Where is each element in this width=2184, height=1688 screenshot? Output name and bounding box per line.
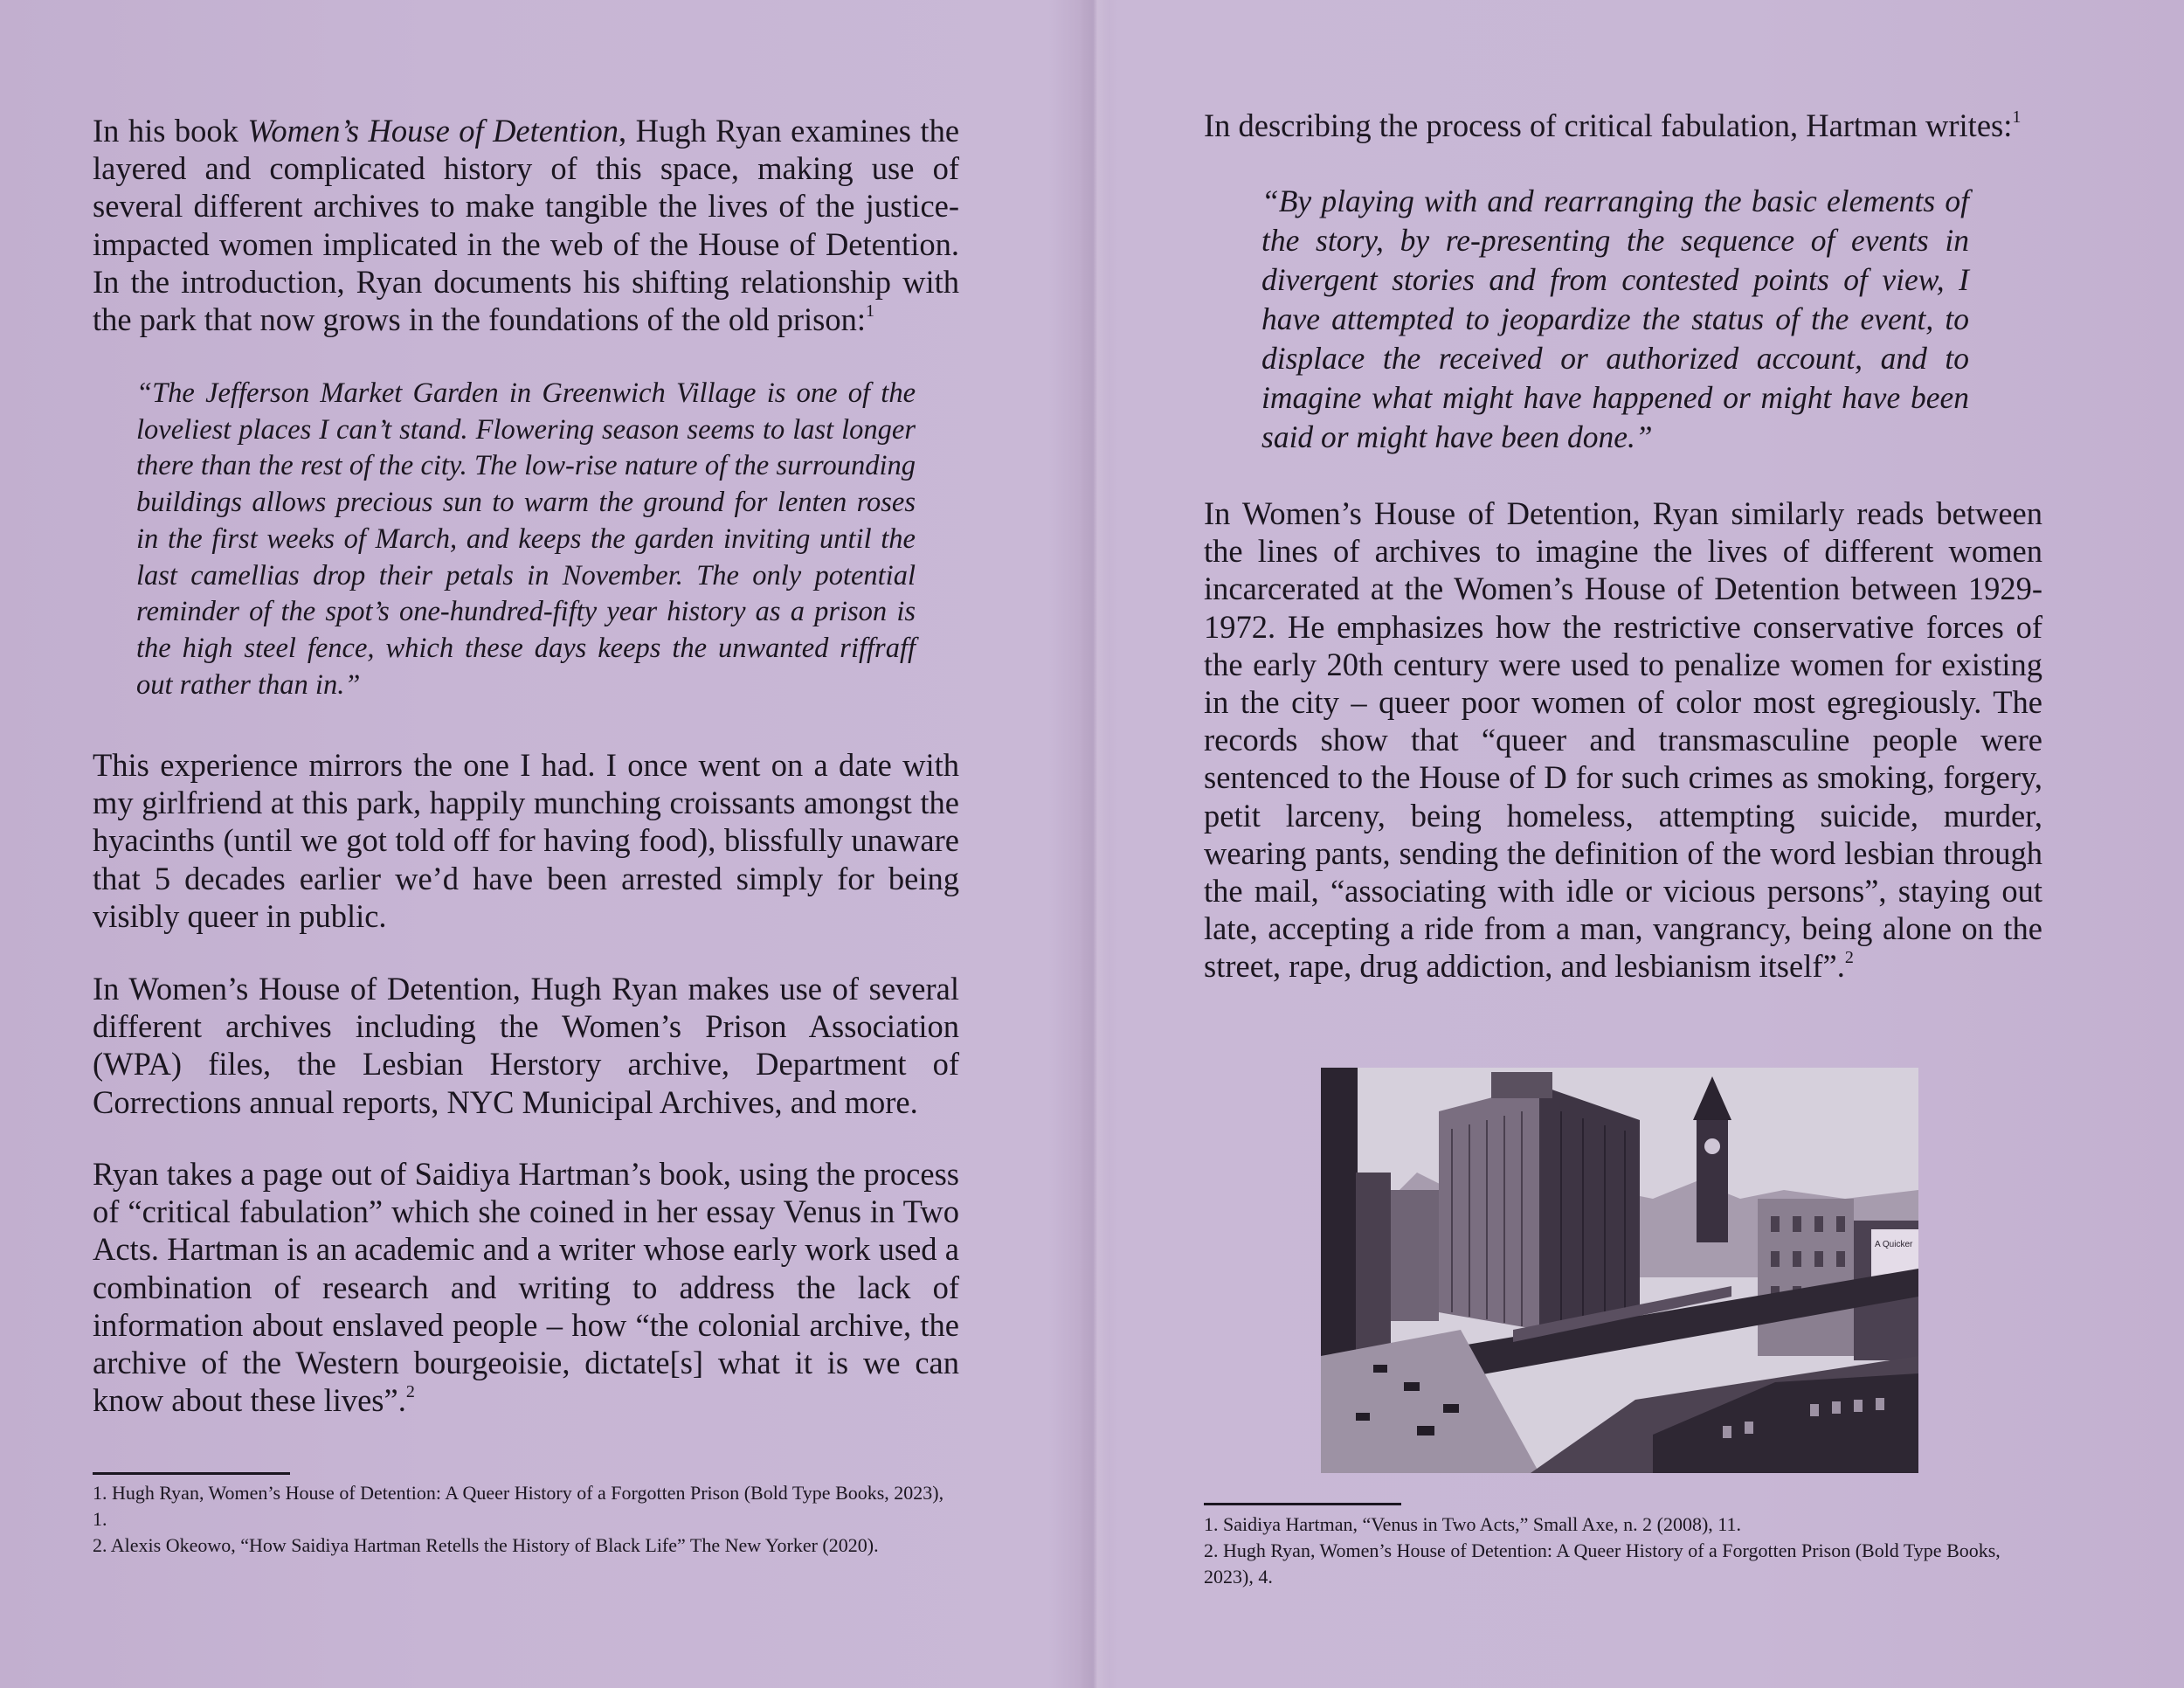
tower-clock xyxy=(1704,1138,1720,1154)
paragraph-4-text: Ryan takes a page out of Saidiya Hartman’s book, using the process of “critical fabulation” which she coined in her essay Venus in Two Acts. Hartman is an academic and a writer whose early work used a combination of research and writing to address the lack of information about enslaved people – how “the colonial archive, the archive of the Western bourgeoisie, dictate[s] what it is we can know about these lives”. xyxy=(93,1156,959,1419)
footnote-ref-2[interactable]: 2 xyxy=(405,1382,415,1402)
billboard-text: A Quicker xyxy=(1875,1240,1913,1249)
footnote-divider xyxy=(93,1472,290,1475)
left-paragraph-4 xyxy=(93,1155,959,1419)
right-paragraph-2 xyxy=(1204,495,2042,986)
street-photo-illustration xyxy=(1321,1068,1918,1473)
left-building xyxy=(1321,1068,1358,1400)
left-page xyxy=(93,0,959,1688)
historical-street-photo xyxy=(1321,1068,1918,1473)
right-footnotes xyxy=(1204,1512,2028,1590)
intro-text-rest: , Hugh Ryan examines the layered and complicated history of this space, making use of several different archives to make tangible the lives of the justice-impacted women implicated in the web of the House of Detention. In the introduction, Ryan documents his shifting relationship with the park that now grows in the foundations of the old prison: xyxy=(93,113,960,338)
book-title: Women’s House of Detention xyxy=(247,113,619,149)
left-paragraph-2: This experience mirrors the one I had. I once went on a date with my girlfriend at this park, happily munching croissants amongst the hyacinths (until we got told off for having food), blissfully unaware that 5 decades earlier we’d have been arrested simply for being visibly queer in public. xyxy=(93,747,959,934)
footnote-ref-1[interactable]: 1 xyxy=(2012,107,2022,127)
intro-text-start: In his book xyxy=(93,113,248,149)
left-block-quote: “The Jefferson Market Garden in Greenwich Village is one of the loveliest places I can’t stand. Flowering season seems to last longer there than the rest of the city. The low-rise nature of the surrounding buildings allows precious sun to warm the ground for lenten roses in the first weeks of March, and keeps the garden inviting until the last camellias drop their petals in November. The only potential reminder of the spot’s one-hundred-fifty year history as a prison is the high steel fence, which these days keeps the unwanted riffraff out rather than in.” xyxy=(136,377,916,701)
right-paragraph-2-text: In Women’s House of Detention, Ryan similarly reads between the lines of archives to imagine the lives of different women incarcerated at the Women’s House of Detention between 1929-1972. He emphasizes how the restrictive conservative forces of the early 20th century were used to penalize women for existing in the city – queer poor women of color most egregiously. The records show that “queer and transmasculine people were sentenced to the House of D for such crimes as smoking, forgery, petit larceny, being homeless, attempting suicide, murder, wearing pants, sending the definition of the word lesbian through the mail, “associating with idle or vicious persons”, staying out late, accepting a ride from a man, vangrancy, being alone on the street, rape, drug addiction, and lesbianism itself”. xyxy=(1204,495,2042,985)
left-intro-paragraph xyxy=(93,112,959,338)
page-gutter xyxy=(1080,0,1109,1688)
footnote-item: 1. Saidiya Hartman, “Venus in Two Acts,” Small Axe, n. 2 (2008), 11. xyxy=(1204,1513,1741,1535)
right-intro-text: In describing the process of critical fabulation, Hartman writes: xyxy=(1204,107,2013,143)
right-intro-paragraph xyxy=(1204,107,2042,144)
footnote-item: 2. Hugh Ryan, Women’s House of Detention: A Queer History of a Forgotten Prison (Bold Type Books, 2023), 4. xyxy=(1204,1539,2001,1588)
footnote-item: 1. Hugh Ryan, Women’s House of Detention: A Queer History of a Forgotten Prison (Bold Type Books, 2023), 1. xyxy=(93,1482,944,1530)
left-paragraph-3: In Women’s House of Detention, Hugh Ryan makes use of several different archives including the Women’s Prison Association (WPA) files, the Lesbian Herstory archive, Department of Corrections annual reports, NYC Municipal Archives, and more. xyxy=(93,971,959,1120)
footnote-ref-2[interactable]: 2 xyxy=(1844,948,1854,968)
right-block-quote: “By playing with and rearranging the basic elements of the story, by re-presenting the sequence of events in divergent stories and from contested points of view, I have attempted to jeopardize the status of the event, to displace the received or authorized account, and to imagine what might have happened or might have been said or might have been done.” xyxy=(1261,183,1969,454)
footnote-item: 2. Alexis Okeowo, “How Saidiya Hartman Retells the History of Black Life” The New Yorker (2020). xyxy=(93,1534,879,1556)
footnote-divider xyxy=(1204,1503,1401,1505)
mid-left-building xyxy=(1391,1190,1439,1321)
footnote-ref-1[interactable]: 1 xyxy=(865,301,875,321)
left-footnotes xyxy=(93,1480,959,1559)
main-building-front xyxy=(1439,1085,1539,1330)
main-building-top xyxy=(1491,1072,1552,1098)
